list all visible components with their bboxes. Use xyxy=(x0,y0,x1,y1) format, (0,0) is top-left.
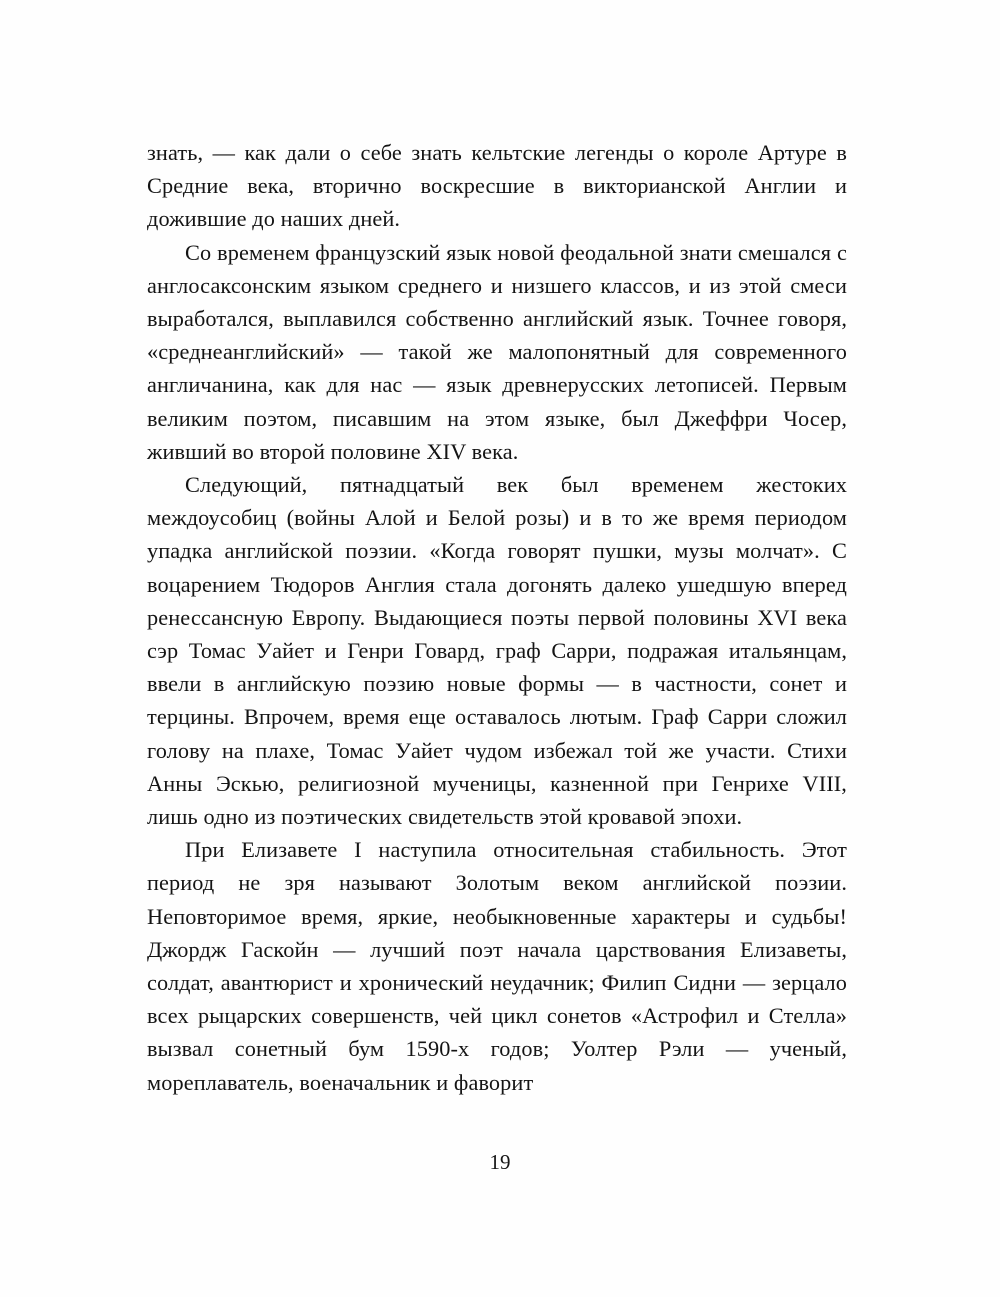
body-text xyxy=(147,136,847,1099)
paragraph: знать, — как дали о себе знать кельтские легенды о короле Артуре в Средние века, вторично воскресшие в викторианской Англии и дожившие до наших дней. xyxy=(147,140,847,232)
page-number: 19 xyxy=(489,1150,511,1174)
paragraph: Со временем французский язык новой феодальной знати смешался с англосаксонским языком среднего и низшего классов, и из этой смеси выработался, выплавился собственно английский язык. Точнее говоря, «среднеанглийский» — такой же малопонятный для современного англичанина, как для нас — язык древнерусских летописей. Первым великим поэтом, писавшим на этом языке, был Джеффри Чосер, живший во второй половине XIV века. xyxy=(147,239,847,464)
paragraph: Следующий, пятнадцатый век был временем жестоких междоусобиц (войны Алой и Белой розы) и в то же время периодом упадка английской поэзии. «Когда говорят пушки, музы молчат». С воцарением Тюдоров Англия стала догонять далеко ушедшую вперед ренессансную Европу. Выдающиеся поэты первой половины XVI века сэр Томас Уайет и Генри Говард, граф Сарри, подражая итальянцам, ввели в английскую поэзию новые формы — в частности, сонет и терцины. Впрочем, время еще оставалось лютым. Граф Сарри сложил голову на плахе, Томас Уайет чудом избежал той же участи. Стихи Анны Эскью, религиозной мученицы, казненной при Генрихе VIII, лишь одно из поэтических свидетельств этой кровавой эпохи. xyxy=(147,472,847,830)
paragraph: При Елизавете I наступила относительная стабильность. Этот период не зря называют Золотым веком английской поэзии. Неповторимое время, яркие, необыкновенные характеры и судьбы! Джордж Гаскойн — лучший поэт начала царствования Елизаветы, солдат, авантюрист и хронический неудачник; Филип Сидни — зерцало всех рыцарских совершенств, чей цикл сонетов «Астрофил и Стелла» вызвал сонетный бум 1590-х годов; Уолтер Рэли — ученый, мореплаватель, военачальник и фаворит xyxy=(147,837,847,1095)
